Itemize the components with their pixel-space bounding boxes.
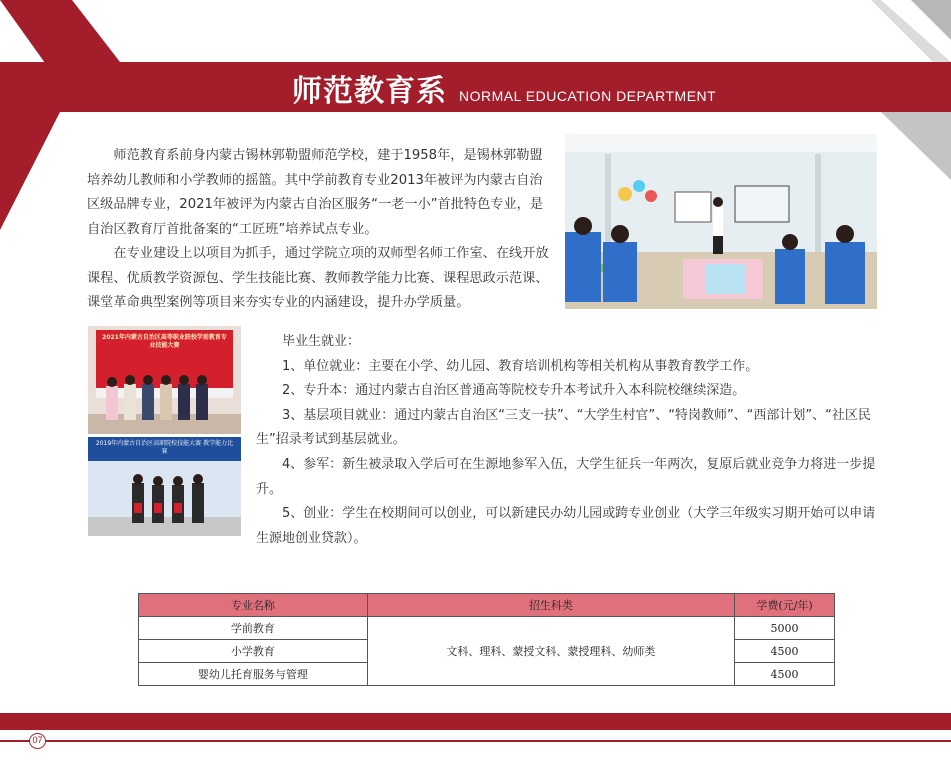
classroom-photo: [565, 134, 877, 309]
award-banner-text-2: 2019年内蒙古自治区高职院校技能大赛 教学能力比赛: [95, 440, 234, 455]
employment-title: 毕业生就业：: [282, 334, 361, 349]
award-photo-2: [88, 437, 241, 536]
majors-table: [138, 593, 835, 686]
header-subjects: 招生科类: [367, 594, 734, 617]
intro-paragraph: 师范教育系前身内蒙古锡林郭勒盟师范学校，建于1958年，是锡林郭勒盟培养幼儿教师和小学教师的摇篮。其中学前教育专业2013年被评为内蒙古自治区级品牌专业，2021年被评为内蒙古自治区服务“一老一小”首批特色专业，是自治区教育厅首批备案的“工匠班”培养试点专业。: [87, 148, 544, 237]
page-title-english: NORMAL EDUCATION DEPARTMENT: [459, 88, 717, 104]
footer-line: [0, 740, 951, 742]
tuition-fee: 5000: [735, 617, 835, 640]
table-header-row: [139, 594, 835, 617]
header-major: 专业名称: [139, 594, 368, 617]
employment-item: 2、专升本：通过内蒙古自治区普通高等院校专升本考试升入本科院校继续深造。: [282, 383, 746, 399]
subject-categories: 文科、理科、蒙授文科、蒙授理科、幼师类: [367, 617, 734, 686]
intro-paragraph: 在专业建设上以项目为抓手，通过学院立项的双师型名师工作室、在线开放课程、优质教学资源包、学生技能比赛、教师教学能力比赛、课程思政示范课、课堂革命典型案例等项目来夯实专业的内涵建设，提升办学质量。: [87, 246, 549, 310]
major-name: 小学教育: [139, 640, 368, 663]
page-heading: [292, 70, 716, 110]
footer-band: [0, 713, 951, 730]
employment-item: 1、单位就业：主要在小学、幼儿园、教育培训机构等相关机构从事教育教学工作。: [282, 358, 759, 374]
intro-section: [87, 144, 555, 316]
major-name: 学前教育: [139, 617, 368, 640]
award-photo-1: [88, 326, 241, 434]
award-banner-text-1: 2021年内蒙古自治区高等职业院校学前教育专业技能大赛: [102, 334, 227, 349]
employment-item: 5、创业：学生在校期间可以创业，可以新建民办幼儿园或跨专业创业（大学三年级实习期开始可以申请生源地创业贷款）。: [256, 506, 876, 546]
page-number: 07: [29, 733, 46, 749]
employment-item: 4、参军：新生被录取入学后可在生源地参军入伍，大学生征兵一年两次，复原后就业竞争力将进一步提升。: [256, 456, 876, 497]
header-fee: 学费(元/年): [735, 594, 835, 617]
employment-section: [256, 330, 876, 551]
employment-item: 3、基层项目就业：通过内蒙古自治区“三支一扶”、“大学生村官”、“特岗教师”、“西部计划”、“社区民生”招录考试到基层就业。: [256, 407, 871, 448]
tuition-fee: 4500: [735, 663, 835, 686]
page-title: 师范教育系: [292, 74, 447, 109]
table-row: [139, 617, 835, 640]
tuition-fee: 4500: [735, 640, 835, 663]
major-name: 婴幼儿托育服务与管理: [139, 663, 368, 686]
